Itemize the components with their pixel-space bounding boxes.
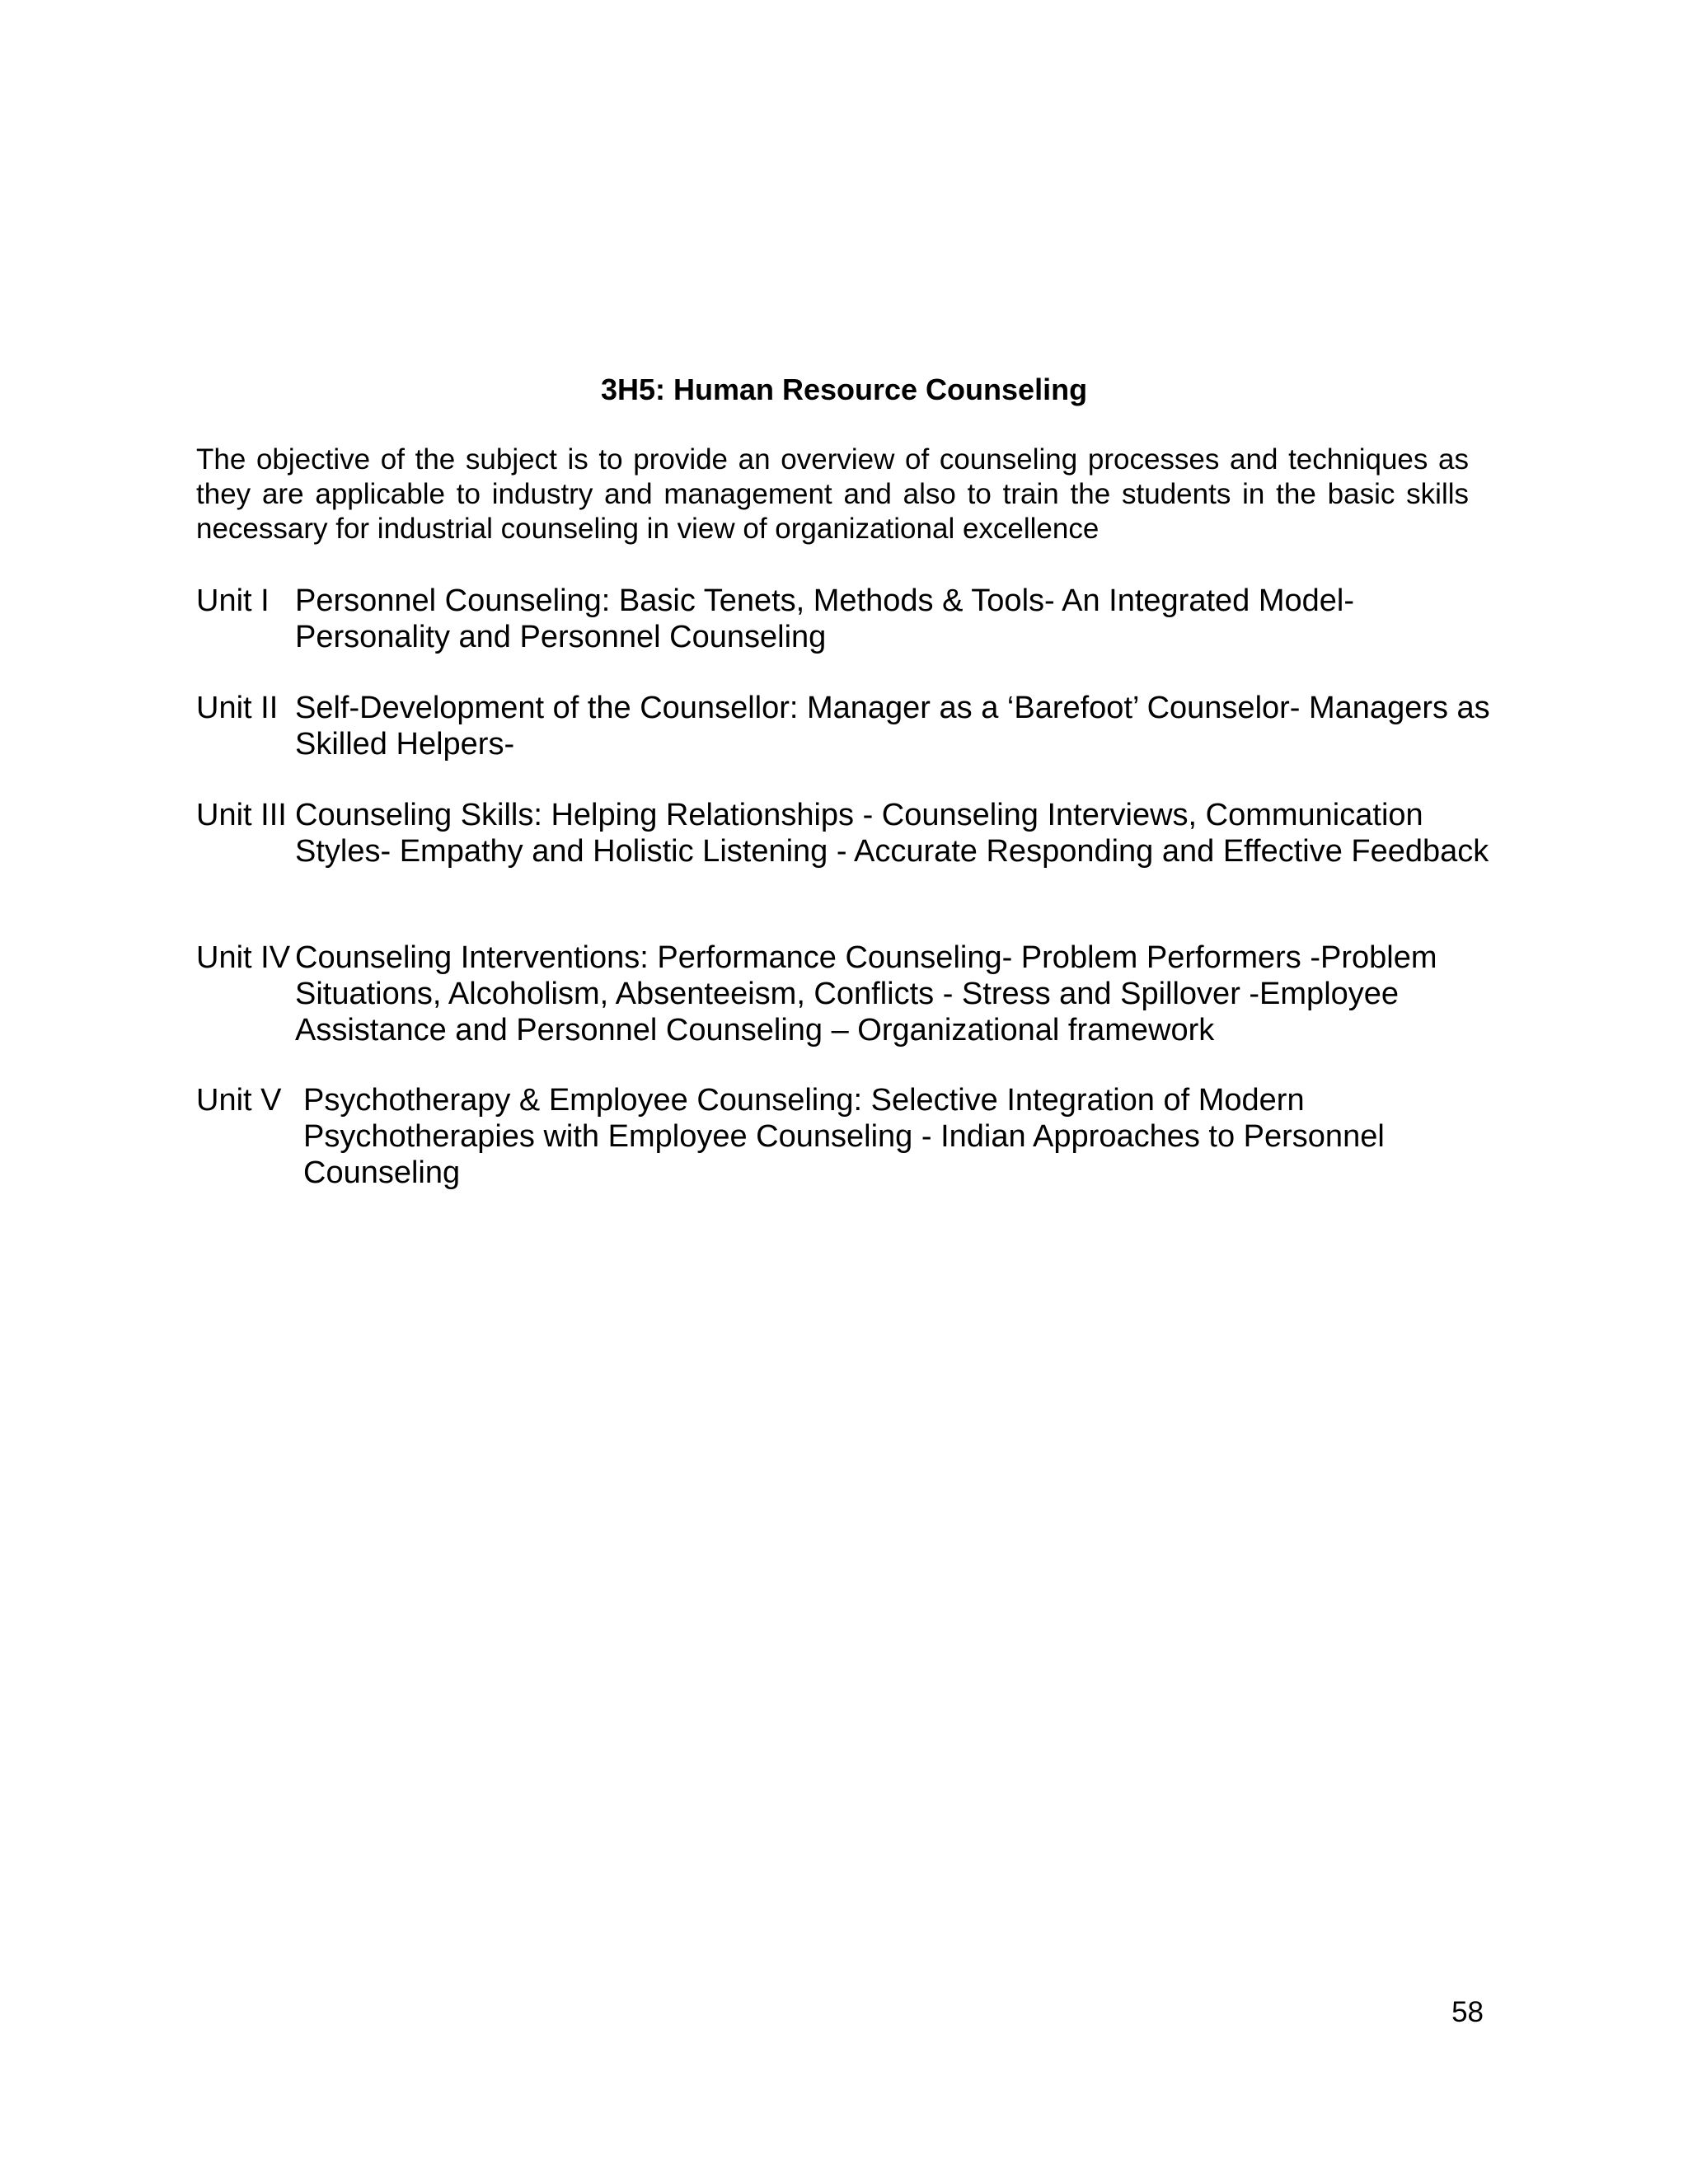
page-title: 3H5: Human Resource Counseling <box>600 373 1088 406</box>
unit-description: Self-Development of the Counsellor: Manager as a ‘Barefoot’ Counselor- Managers as Skilled Helpers- <box>295 691 1490 762</box>
unit-description: Psychotherapy & Employee Counseling: Selective Integration of Modern Psychotherapies with Employee Counseling - Indian Approaches to Personnel Counseling <box>303 1083 1385 1190</box>
unit-label: Unit II <box>196 691 279 725</box>
objective-paragraph: The objective of the subject is to provide an overview of counseling processes and techniques as they are applicable to industry and management and also to train the students in the basic skills necessary for industrial counseling in view of organizational excellence <box>196 443 1469 545</box>
unit-description: Personnel Counseling: Basic Tenets, Methods & Tools- An Integrated Model- Personality and Personnel Counseling <box>295 583 1355 654</box>
unit-label: Unit III <box>196 798 287 832</box>
unit-label: Unit V <box>196 1083 282 1118</box>
unit-description: Counseling Interventions: Performance Counseling- Problem Performers -Problem Situations, Alcoholism, Absenteeism, Conflicts - Stress and Spillover -Employee Assistance and Personnel Counseling – Organizational framework <box>295 940 1437 1047</box>
page-number: 58 <box>1451 1996 1484 2028</box>
unit-description: Counseling Skills: Helping Relationships - Counseling Interviews, Communication Styles- Empathy and Holistic Listening - Accurate Responding and Effective Feedback <box>295 798 1489 869</box>
unit-label: Unit IV <box>196 940 291 975</box>
unit-label: Unit I <box>196 583 270 618</box>
